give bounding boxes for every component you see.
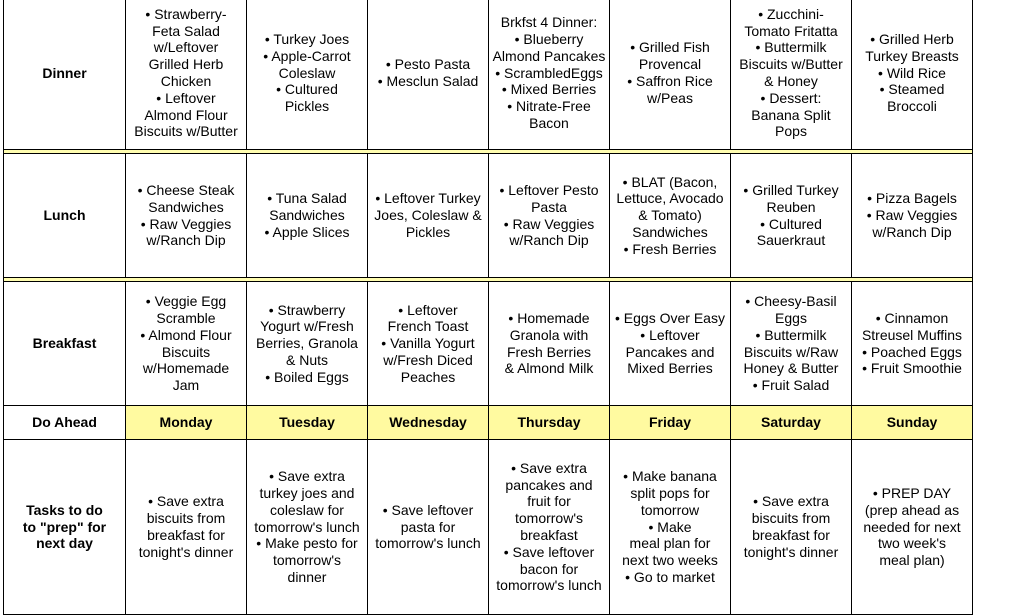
- breakfast-cell-tuesday: [247, 282, 368, 406]
- cell-line: pasta for: [400, 518, 456, 535]
- cell-line: Turkey Breasts: [865, 47, 959, 64]
- lunch-cell-tuesday: [247, 154, 368, 278]
- cell-line: • Go to market: [625, 568, 715, 585]
- cell-line: Granola with: [509, 326, 589, 343]
- day-header-sunday: Sunday: [852, 406, 973, 440]
- cell-line: breakfast: [520, 527, 578, 543]
- cell-line: • ScrambledEggs: [495, 64, 603, 81]
- cell-line: Coleslaw: [278, 64, 336, 81]
- cell-line: • Strawberry-: [145, 5, 227, 22]
- cell-line: w/Fresh Diced: [383, 351, 473, 368]
- breakfast-cell-sunday: [852, 282, 973, 406]
- lunch-cell-sunday: [852, 154, 973, 278]
- cell-line: Yogurt w/Fresh: [260, 318, 354, 335]
- cell-line: next day: [36, 535, 93, 552]
- cell-line: • Poached Eggs: [862, 343, 962, 360]
- breakfast-cell-thursday: [489, 282, 610, 406]
- cell-line: • Boiled Eggs: [265, 368, 349, 385]
- breakfast-cell-friday: [610, 282, 731, 406]
- cell-line: w/Peas: [647, 89, 693, 106]
- breakfast-row: [4, 282, 973, 406]
- cell-line: meal plan): [879, 552, 945, 569]
- cell-line: • Blueberry: [514, 31, 584, 47]
- cell-line: • Cheese Steak: [137, 181, 235, 198]
- cell-line: Streusel Muffins: [861, 326, 963, 343]
- cell-line: • Make: [648, 518, 692, 535]
- cell-line: meal plan for: [629, 535, 711, 552]
- cell-line: • Pesto Pasta: [385, 56, 471, 73]
- cell-line: bacon for: [519, 560, 579, 577]
- cell-line: fruit for: [527, 493, 571, 510]
- cell-line: • Grilled Turkey: [743, 181, 839, 198]
- cell-line: Grilled Herb: [148, 56, 224, 73]
- cell-line: Joes, Coleslaw &: [374, 207, 482, 224]
- cell-line: • Dessert:: [760, 89, 822, 106]
- cell-line: • Cultured: [276, 81, 338, 98]
- cell-line: • PREP DAY: [872, 485, 952, 501]
- cell-line: tomorrow's: [272, 552, 342, 569]
- cell-line: w/Ranch Dip: [509, 232, 589, 249]
- cell-line: Eggs: [775, 309, 807, 326]
- cell-line: • Fruit Salad: [752, 377, 830, 394]
- cell-line: Feta Salad: [152, 22, 220, 39]
- cell-line: w/Ranch Dip: [146, 232, 226, 249]
- cell-line: turkey joes and: [259, 485, 355, 501]
- lunch-cell-wednesday: [368, 154, 489, 278]
- day-header-friday: Friday: [610, 406, 731, 440]
- cell-line: • Eggs Over Easy: [615, 309, 725, 326]
- cell-line: w/Homemade: [142, 360, 230, 377]
- cell-line: Peaches: [400, 368, 456, 385]
- cell-line: Chicken: [160, 73, 212, 89]
- dinner-cell-wednesday: [368, 0, 489, 150]
- lunch-label: Lunch: [4, 154, 126, 278]
- cell-line: • Apple Slices: [264, 223, 350, 240]
- day-header-tuesday: Tuesday: [247, 406, 368, 440]
- cell-line: • Vanilla Yogurt: [381, 335, 475, 352]
- cell-line: Pickles: [284, 98, 330, 115]
- cell-line: Tomato Fritatta: [744, 22, 838, 39]
- lunch-cell-friday: [610, 154, 731, 278]
- dinner-label: Dinner: [4, 0, 126, 150]
- lunch-row: [4, 154, 973, 278]
- cell-line: Brkfst 4 Dinner:: [500, 14, 598, 31]
- cell-line: • Zucchini-: [758, 5, 824, 22]
- dinner-cell-tuesday: [247, 0, 368, 150]
- cell-line: • Save extra: [269, 468, 345, 485]
- cell-line: Sauerkraut: [756, 232, 826, 249]
- cell-line: • Veggie Egg: [145, 293, 227, 310]
- breakfast-label: Breakfast: [4, 282, 126, 406]
- cell-line: & Almond Milk: [504, 360, 594, 377]
- tasks-cell-saturday: [731, 440, 852, 615]
- cell-line: • Steamed: [879, 81, 945, 98]
- cell-line: • Grilled Herb: [870, 31, 954, 47]
- cell-line: • Fruit Smoothie: [862, 360, 962, 377]
- cell-line: • Buttermilk: [755, 326, 827, 343]
- cell-line: coleslaw for: [270, 501, 344, 518]
- tasks-cell-thursday: [489, 440, 610, 615]
- breakfast-cell-monday: [126, 282, 247, 406]
- breakfast-cell-saturday: [731, 282, 852, 406]
- day-header-monday: Monday: [126, 406, 247, 440]
- cell-line: • Apple-Carrot: [263, 47, 351, 64]
- cell-line: • Homemade: [508, 309, 590, 326]
- cell-line: • Pizza Bagels: [867, 190, 957, 207]
- cell-line: w/Ranch Dip: [872, 223, 952, 240]
- cell-line: breakfast for: [752, 527, 830, 543]
- cell-line: • Fresh Berries: [623, 240, 717, 257]
- cell-line: & Honey: [764, 73, 818, 89]
- cell-line: • Cultured: [760, 215, 822, 232]
- cell-line: w/Leftover: [153, 39, 219, 56]
- meal-plan-table: [3, 0, 973, 615]
- cell-line: • Almond Flour: [140, 326, 232, 343]
- cell-line: Broccoli: [887, 98, 937, 115]
- cell-line: • Cheesy-Basil: [745, 293, 837, 310]
- cell-line: • Save leftover: [382, 501, 474, 518]
- lunch-cell-monday: [126, 154, 247, 278]
- cell-line: Provencal: [638, 56, 702, 73]
- cell-line: • Leftover: [640, 326, 700, 343]
- cell-line: • Turkey Joes: [264, 31, 350, 47]
- cell-line: Reuben: [766, 198, 816, 215]
- cell-line: Lettuce, Avocado: [616, 190, 724, 207]
- cell-line: tomorrow's lunch: [375, 535, 481, 552]
- cell-line: Berries, Granola: [256, 335, 358, 352]
- cell-line: Scramble: [156, 309, 216, 326]
- tasks-label: [4, 440, 126, 615]
- tasks-cell-friday: [610, 440, 731, 615]
- cell-line: • Mixed Berries: [501, 81, 597, 98]
- cell-line: tonight's dinner: [743, 543, 839, 560]
- dinner-cell-sunday: [852, 0, 973, 150]
- cell-line: French Toast: [387, 318, 469, 335]
- cell-line: two week's: [877, 535, 947, 552]
- cell-line: Fresh Berries: [506, 343, 592, 360]
- tasks-cell-tuesday: [247, 440, 368, 615]
- cell-line: • Nitrate-Free: [507, 98, 591, 115]
- dinner-cell-saturday: [731, 0, 852, 150]
- cell-line: Mixed Berries: [627, 360, 713, 377]
- cell-line: pancakes and: [505, 476, 593, 493]
- cell-line: • Mesclun Salad: [377, 73, 479, 89]
- cell-line: Sandwiches: [632, 223, 708, 240]
- cell-line: & Tomato): [638, 207, 702, 224]
- tasks-row: [4, 440, 973, 615]
- cell-line: Biscuits: [161, 343, 211, 360]
- cell-line: biscuits from: [751, 510, 831, 527]
- tasks-cell-sunday: [852, 440, 973, 615]
- cell-line: Biscuits w/Butter: [134, 123, 238, 140]
- cell-line: split pops for: [630, 485, 710, 501]
- cell-line: • Wild Rice: [878, 64, 946, 81]
- dinner-cell-monday: [126, 0, 247, 150]
- breakfast-cell-wednesday: [368, 282, 489, 406]
- cell-line: next two weeks: [622, 552, 718, 569]
- cell-line: tomorrow: [640, 501, 700, 518]
- cell-line: needed for next: [863, 518, 961, 535]
- cell-line: • Raw Veggies: [866, 207, 958, 224]
- cell-line: dinner: [287, 568, 327, 585]
- cell-line: • Save extra: [148, 493, 224, 510]
- lunch-cell-thursday: [489, 154, 610, 278]
- day-header-thursday: Thursday: [489, 406, 610, 440]
- cell-line: • Leftover: [156, 89, 216, 106]
- cell-line: Jam: [172, 377, 200, 394]
- cell-line: (prep ahead as: [864, 501, 960, 518]
- cell-line: Biscuits w/Raw: [743, 343, 839, 360]
- cell-line: • Leftover: [398, 301, 458, 318]
- cell-line: Bacon: [529, 114, 569, 131]
- cell-line: • Strawberry: [268, 301, 346, 318]
- cell-line: • Leftover Pesto: [499, 181, 599, 198]
- cell-line: Sandwiches: [269, 207, 345, 224]
- cell-line: Almond Pancakes: [492, 47, 606, 64]
- cell-line: biscuits from: [146, 510, 226, 527]
- cell-line: Pasta: [531, 198, 567, 215]
- cell-line: to "prep" for: [22, 518, 107, 535]
- cell-line: Pops: [775, 123, 807, 140]
- do-ahead-label: Do Ahead: [4, 406, 126, 440]
- cell-line: • Leftover Turkey: [375, 190, 481, 207]
- cell-line: Sandwiches: [148, 198, 224, 215]
- cell-line: • Tuna Salad: [267, 190, 347, 207]
- cell-line: Biscuits w/Butter: [739, 56, 843, 73]
- cell-line: breakfast for: [147, 527, 225, 543]
- tasks-cell-wednesday: [368, 440, 489, 615]
- cell-line: • Raw Veggies: [503, 215, 595, 232]
- cell-line: Almond Flour: [144, 106, 228, 123]
- dinner-row: [4, 0, 973, 150]
- day-header-row: [4, 406, 973, 440]
- cell-line: tomorrow's: [514, 510, 584, 527]
- cell-line: • Save leftover: [503, 543, 595, 560]
- cell-line: • BLAT (Bacon,: [622, 173, 718, 190]
- cell-line: • Make pesto for: [256, 535, 358, 552]
- cell-line: Tasks to do: [26, 501, 103, 518]
- day-header-saturday: Saturday: [731, 406, 852, 440]
- cell-line: tomorrow's lunch: [254, 518, 360, 535]
- cell-line: & Nuts: [285, 351, 328, 368]
- cell-line: • Raw Veggies: [140, 215, 232, 232]
- cell-line: • Make banana: [623, 468, 717, 485]
- cell-line: • Grilled Fish: [630, 39, 710, 56]
- cell-line: • Saffron Rice: [627, 73, 713, 89]
- day-header-wednesday: Wednesday: [368, 406, 489, 440]
- cell-line: Pancakes and: [625, 343, 715, 360]
- cell-line: tomorrow's lunch: [496, 577, 602, 594]
- cell-line: Banana Split: [751, 106, 831, 123]
- dinner-cell-thursday: [489, 0, 610, 150]
- dinner-cell-friday: [610, 0, 731, 150]
- cell-line: • Save extra: [511, 459, 587, 476]
- cell-line: Honey & Butter: [743, 360, 839, 377]
- cell-line: Pickles: [405, 223, 451, 240]
- cell-line: tonight's dinner: [138, 543, 234, 560]
- cell-line: • Cinnamon: [875, 309, 949, 326]
- cell-line: • Save extra: [753, 493, 829, 510]
- lunch-cell-saturday: [731, 154, 852, 278]
- cell-line: • Buttermilk: [755, 39, 827, 56]
- tasks-cell-monday: [126, 440, 247, 615]
